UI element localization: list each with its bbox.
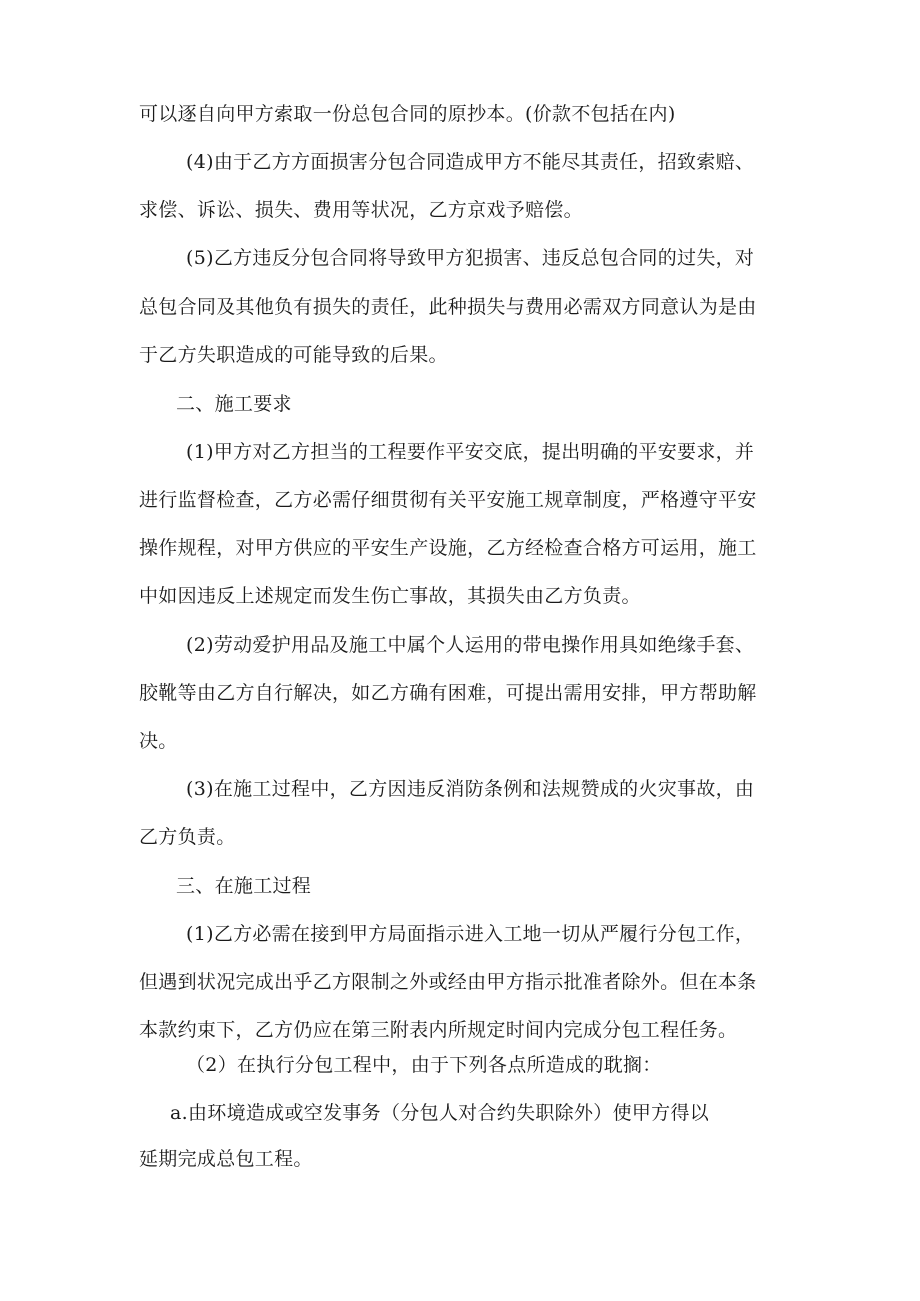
text-line: (1)甲方对乙方担当的工程要作平安交底，提出明确的平安要求，并 (186, 441, 755, 463)
text-line: 可以逐自向甲方索取一份总包合同的原抄本。(价款不包括在内) (139, 103, 676, 125)
text-line: 本款约束下，乙方仍应在第三附表内所规定时间内完成分包工程任务。 (139, 1019, 738, 1041)
text-line: 总包合同及其他负有损失的责任，此种损失与费用必需双方同意认为是由 (139, 296, 757, 318)
section-heading: 三、在施工过程 (176, 875, 312, 897)
text-line: 操作规程，对甲方供应的平安生产设施，乙方经检查合格方可运用，施工 (139, 537, 757, 559)
text-line: 延期完成总包工程。 (139, 1148, 313, 1170)
text-line: (2)劳动爱护用品及施工中属个人运用的带电操作用具如绝缘手套、 (186, 634, 755, 656)
section-heading: 二、施工要求 (176, 393, 292, 415)
text-line: 决。 (139, 730, 178, 752)
text-line: 进行监督检查，乙方必需仔细贯彻有关平安施工规章制度，严格遵守平安 (139, 489, 757, 511)
text-line: 胶靴等由乙方自行解决，如乙方确有困难，可提出需用安排，甲方帮助解 (139, 682, 757, 704)
text-line: (3)在施工过程中，乙方因违反消防条例和法规赞成的火灾事故，由 (186, 778, 755, 800)
text-line: 但遇到状况完成出乎乙方限制之外或经由甲方指示批准者除外。但在本条 (139, 971, 757, 993)
text-line: 乙方负责。 (139, 826, 236, 848)
text-line: 于乙方失职造成的可能导致的后果。 (139, 344, 448, 366)
text-line: (4)由于乙方方面损害分包合同造成甲方不能尽其责任，招致索赔、 (186, 151, 755, 173)
text-line: (1)乙方必需在接到甲方局面指示进入工地一切从严履行分包工作， (186, 923, 755, 945)
text-line: (5)乙方违反分包合同将导致甲方犯损害、违反总包合同的过失，对 (186, 247, 755, 269)
text-line: （2）在执行分包工程中，由于下列各点所造成的耽搁： (186, 1054, 662, 1076)
text-line: a.由环境造成或空发事务（分包人对合约失职除外）使甲方得以 (170, 1102, 710, 1124)
text-line: 中如因违反上述规定而发生伤亡事故，其损失由乙方负责。 (139, 585, 641, 607)
text-line: 求偿、诉讼、损失、费用等状况，乙方京戏予赔偿。 (139, 199, 583, 221)
